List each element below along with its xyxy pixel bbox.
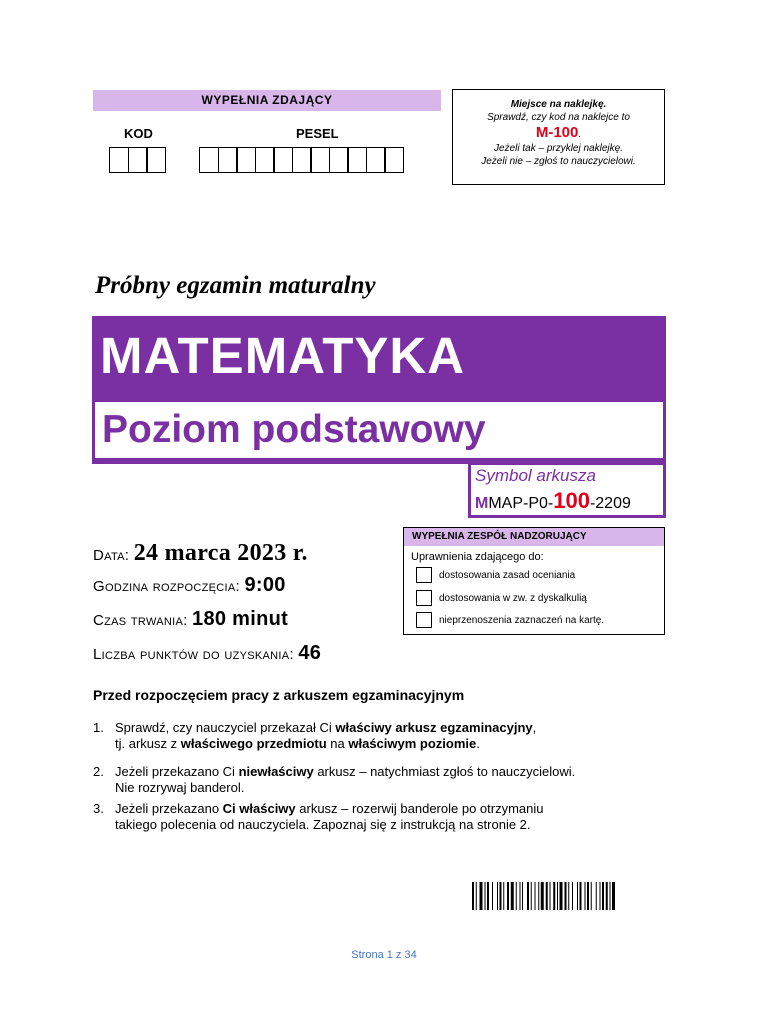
- entitlement-label: nieprzenoszenia zaznaczeń na kartę.: [439, 614, 605, 626]
- sticker-code: M-100: [535, 124, 579, 141]
- sticker-line-2: Sprawdź, czy kod na naklejce to: [487, 112, 630, 123]
- entitlement-item: [416, 590, 587, 606]
- entitlement-item: [416, 612, 604, 628]
- entitlement-label: dostosowania w zw. z dyskalkulią: [439, 592, 587, 604]
- exam-date-line: [93, 540, 308, 567]
- points-line: [93, 642, 321, 665]
- kod-input-boxes[interactable]: [109, 147, 165, 173]
- pesel-label: PESEL: [296, 126, 339, 141]
- page-number: Strona 1 z 34: [351, 949, 417, 961]
- entitlement-item: [416, 567, 575, 583]
- pesel-digit-box[interactable]: [255, 147, 275, 173]
- instruction-text: Jeżeli przekazano Ci: [115, 764, 239, 779]
- instruction-text: arkusz – natychmiast zgłoś to nauczycielowi.: [313, 764, 576, 779]
- instruction-emphasis: właściwy arkusz egzaminacyjny: [335, 720, 533, 735]
- entitlement-checkbox[interactable]: [416, 590, 432, 606]
- start-time-line: [93, 574, 286, 597]
- start-time-value: 9:00: [244, 574, 286, 596]
- start-time-label: Godzina rozpoczęcia:: [93, 578, 241, 595]
- supervisor-panel-header: WYPEŁNIA ZESPÓŁ NADZORUJĄCY: [404, 528, 664, 546]
- kod-digit-box[interactable]: [146, 147, 166, 173]
- instruction-emphasis: niewłaściwy: [238, 764, 314, 779]
- entitlement-checkbox[interactable]: [416, 612, 432, 628]
- instruction-text: na: [326, 736, 349, 751]
- instruction-number: 1.: [93, 720, 104, 735]
- entitlement-checkbox[interactable]: [416, 567, 432, 583]
- pesel-digit-box[interactable]: [292, 147, 312, 173]
- pesel-digit-box[interactable]: [199, 147, 219, 173]
- instruction-item: [93, 720, 673, 752]
- entitlement-label: dostosowania zasad oceniania: [439, 569, 576, 581]
- symbol-code-mid: 100: [553, 488, 590, 513]
- instruction-item: [93, 764, 673, 796]
- pesel-digit-box[interactable]: [384, 147, 404, 173]
- instruction-emphasis: właściwym poziomie: [348, 736, 477, 751]
- kod-label: KOD: [124, 126, 153, 141]
- kod-digit-box[interactable]: [128, 147, 148, 173]
- supervisor-panel-intro: Uprawnienia zdającego do:: [411, 551, 544, 563]
- sheet-symbol-label: Symbol arkusza: [475, 466, 596, 485]
- points-label: Liczba punktów do uzyskania:: [93, 646, 294, 663]
- pesel-digit-box[interactable]: [273, 147, 293, 173]
- points-value: 46: [298, 642, 322, 664]
- symbol-code-suffix: -2209: [589, 495, 631, 512]
- symbol-code-m: M: [475, 495, 489, 512]
- instruction-text: takiego polecenia od nauczyciela. Zapoznaj się z instrukcją na stronie 2.: [115, 817, 531, 832]
- trial-exam-title: Próbny egzamin maturalny: [95, 272, 376, 299]
- instruction-number: 2.: [93, 764, 104, 779]
- duration-value: 180 minut: [192, 608, 289, 630]
- pesel-digit-box[interactable]: [218, 147, 238, 173]
- instruction-item: [93, 801, 673, 833]
- instruction-text: ,: [532, 720, 537, 735]
- sticker-line-1: Miejsce na naklejkę.: [510, 99, 607, 110]
- sheet-symbol-code: [475, 488, 631, 514]
- sticker-placeholder: [452, 89, 665, 185]
- instruction-number: 3.: [93, 801, 104, 816]
- duration-label: Czas trwania:: [93, 612, 188, 629]
- barcode: [472, 882, 658, 910]
- pesel-digit-box[interactable]: [236, 147, 256, 173]
- level-title: Poziom podstawowy: [102, 408, 486, 451]
- sticker-line-4: Jeżeli nie – zgłoś to nauczycielowi.: [481, 156, 636, 167]
- pesel-digit-box[interactable]: [347, 147, 367, 173]
- pesel-digit-box[interactable]: [366, 147, 386, 173]
- instruction-emphasis: Ci właściwy: [222, 801, 296, 816]
- sticker-code-suffix: .: [578, 129, 582, 140]
- symbol-code-prefix: MAP-P0-: [488, 495, 554, 512]
- pesel-digit-box[interactable]: [310, 147, 330, 173]
- instruction-text: Jeżeli przekazano: [115, 801, 223, 816]
- instruction-text: Nie rozrywaj banderol.: [115, 780, 245, 795]
- instruction-emphasis: właściwego przedmiotu: [180, 736, 327, 751]
- instruction-text: tj. arkusz z: [115, 736, 181, 751]
- instructions-title: Przed rozpoczęciem pracy z arkuszem egzaminacyjnym: [93, 687, 465, 703]
- instruction-text: arkusz – rozerwij banderole po otrzymaniu: [295, 801, 544, 816]
- duration-line: [93, 608, 288, 631]
- date-label: Data:: [93, 547, 130, 564]
- instruction-text: .: [476, 736, 480, 751]
- date-value: 24 marca 2023 r.: [133, 540, 308, 566]
- pesel-digit-box[interactable]: [329, 147, 349, 173]
- pesel-input-boxes[interactable]: [199, 147, 403, 173]
- candidate-section-header: WYPEŁNIA ZDAJĄCY: [93, 90, 441, 111]
- sticker-line-3: Jeżeli tak – przyklej naklejkę.: [494, 143, 623, 154]
- subject-title: MATEMATYKA: [100, 327, 466, 384]
- instruction-text: Sprawdź, czy nauczyciel przekazał Ci: [115, 720, 336, 735]
- kod-digit-box[interactable]: [109, 147, 129, 173]
